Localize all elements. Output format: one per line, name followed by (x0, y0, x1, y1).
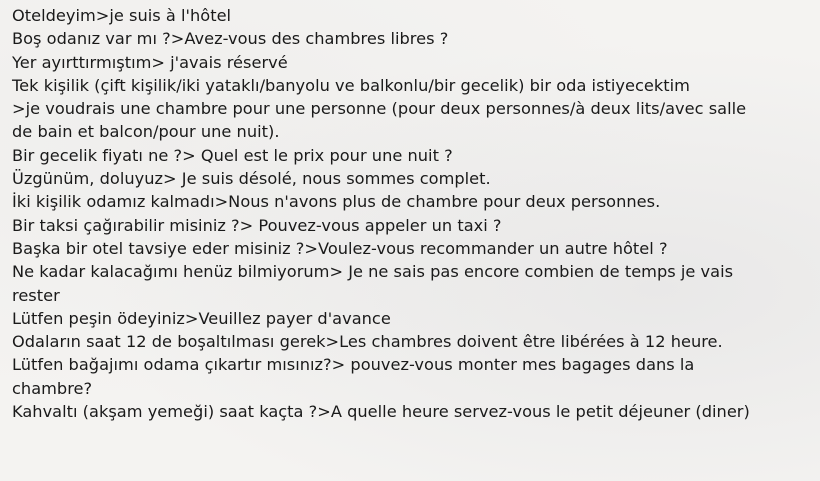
phrase-line: Bir taksi çağırabilir misiniz ?> Pouvez-vous appeler un taxi ? (12, 215, 502, 235)
phrase-line: Odaların saat 12 de boşaltılması gerek>Les chambres doivent être libérées à 12 heure. (12, 332, 723, 352)
phrase-line: Tek kişilik (çift kişilik/iki yataklı/banyolu ve balkonlu/bir gecelik) bir oda istiyecektim (12, 75, 690, 95)
phrase-line: Lütfen peşin ödeyiniz>Veuillez payer d'avance (12, 308, 391, 328)
phrase-line: Yer ayırttırmıştım> j'avais réservé (12, 52, 288, 72)
phrase-line: Oteldeyim>je suis à l'hôtel (12, 6, 232, 25)
phrase-line: de bain et balcon/pour une nuit). (12, 122, 280, 142)
phrase-line: >je voudrais une chambre pour une personne (pour deux personnes/à deux lits/avec salle (12, 99, 747, 119)
phrase-line: Boş odanız var mı ?>Avez-vous des chambres libres ? (12, 29, 449, 49)
phrase-line: Kahvaltı (akşam yemeği) saat kaçta ?>A quelle heure servez-vous le petit déjeuner (diner) (12, 402, 750, 422)
phrase-line: İki kişilik odamız kalmadı>Nous n'avons plus de chambre pour deux personnes. (12, 192, 661, 212)
phrase-line: Ne kadar kalacağımı henüz bilmiyorum> Je ne sais pas encore combien de temps je vais (12, 262, 734, 282)
phrase-line: Başka bir otel tavsiye eder misiniz ?>Voulez-vous recommander un autre hôtel ? (12, 238, 668, 258)
phrase-list (12, 4, 814, 423)
phrase-line: chambre? (12, 378, 93, 398)
phrase-line: rester (12, 285, 60, 305)
phrase-line: Bir gecelik fiyatı ne ?> Quel est le prix pour une nuit ? (12, 145, 453, 165)
phrase-line: Lütfen bağajımı odama çıkartır mısınız?> pouvez-vous monter mes bagages dans la (12, 355, 695, 375)
phrase-line: Üzgünüm, doluyuz> Je suis désolé, nous sommes complet. (12, 169, 491, 189)
